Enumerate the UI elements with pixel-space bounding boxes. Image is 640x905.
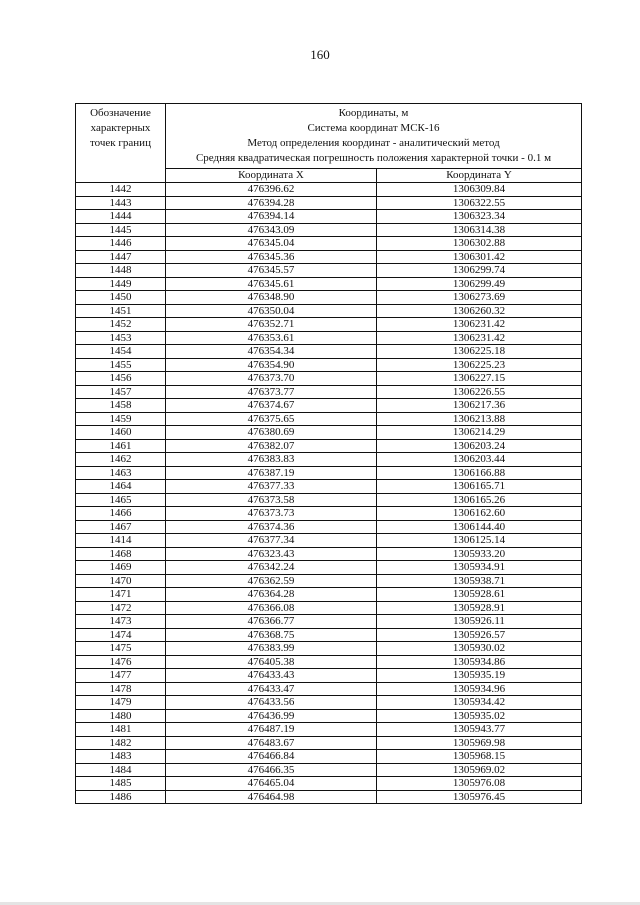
coordinate-x-cell: 476382.07 (166, 439, 377, 453)
coordinate-x-cell: 476373.77 (166, 385, 377, 399)
coordinate-y-cell: 1306231.42 (377, 318, 582, 332)
table-row (76, 547, 582, 561)
point-id-cell: 1469 (76, 561, 166, 575)
table-row (76, 304, 582, 318)
coordinate-x-cell: 476436.99 (166, 709, 377, 723)
designation-header (76, 104, 166, 183)
coordinates-table (75, 103, 582, 804)
table-row (76, 466, 582, 480)
table-row (76, 439, 582, 453)
table-row (76, 318, 582, 332)
point-id-cell: 1485 (76, 777, 166, 791)
point-id-cell: 1471 (76, 588, 166, 602)
table-row (76, 574, 582, 588)
point-id-cell: 1454 (76, 345, 166, 359)
coordinate-x-cell: 476487.19 (166, 723, 377, 737)
mean-square-error: Средняя квадратическая погрешность положения характерной точки - 0.1 м (195, 152, 552, 164)
coordinate-x-cell: 476368.75 (166, 628, 377, 642)
table-row (76, 183, 582, 197)
coordinate-y-cell: 1306214.29 (377, 426, 582, 440)
coordinate-y-cell: 1305934.86 (377, 655, 582, 669)
point-id-cell: 1486 (76, 790, 166, 804)
table-row (76, 709, 582, 723)
table-row (76, 777, 582, 791)
coordinate-x-cell: 476433.43 (166, 669, 377, 683)
table-row (76, 655, 582, 669)
table-row (76, 372, 582, 386)
coordinates-title: Координаты, м (338, 107, 409, 119)
table-row (76, 696, 582, 710)
coordinate-y-cell: 1305930.02 (377, 642, 582, 656)
table-row (76, 561, 582, 575)
point-id-cell: 1457 (76, 385, 166, 399)
point-id-cell: 1473 (76, 615, 166, 629)
coordinate-x-cell: 476350.04 (166, 304, 377, 318)
point-id-cell: 1461 (76, 439, 166, 453)
coordinate-x-cell: 476366.77 (166, 615, 377, 629)
point-id-cell: 1466 (76, 507, 166, 521)
coordinate-x-cell: 476374.36 (166, 520, 377, 534)
coordinate-x-cell: 476433.47 (166, 682, 377, 696)
table-row (76, 196, 582, 210)
coordinate-x-cell: 476377.34 (166, 534, 377, 548)
coordinate-x-cell: 476396.62 (166, 183, 377, 197)
coordinate-y-cell: 1306225.18 (377, 345, 582, 359)
coordinate-y-cell: 1305969.02 (377, 763, 582, 777)
coordinate-y-cell: 1305938.71 (377, 574, 582, 588)
coordinate-y-cell: 1306203.44 (377, 453, 582, 467)
coordinate-x-cell: 476383.83 (166, 453, 377, 467)
coordinate-x-cell: 476433.56 (166, 696, 377, 710)
coordinate-x-cell: 476380.69 (166, 426, 377, 440)
point-id-cell: 1477 (76, 669, 166, 683)
coordinate-y-cell: 1305943.77 (377, 723, 582, 737)
coordinate-y-cell: 1305933.20 (377, 547, 582, 561)
coordinate-y-cell: 1305934.91 (377, 561, 582, 575)
point-id-cell: 1480 (76, 709, 166, 723)
coordinate-x-cell: 476373.70 (166, 372, 377, 386)
point-id-cell: 1455 (76, 358, 166, 372)
table-header-row (76, 104, 582, 169)
table-row (76, 277, 582, 291)
table-row (76, 750, 582, 764)
coordinate-y-cell: 1306203.24 (377, 439, 582, 453)
designation-line: Обозначение (90, 107, 151, 119)
designation-line: характерных (90, 122, 151, 134)
point-id-cell: 1472 (76, 601, 166, 615)
coordinate-x-cell: 476362.59 (166, 574, 377, 588)
coordinate-x-cell: 476394.28 (166, 196, 377, 210)
point-id-cell: 1482 (76, 736, 166, 750)
table-row (76, 763, 582, 777)
coordinate-y-cell: 1306231.42 (377, 331, 582, 345)
coordinate-y-cell: 1306144.40 (377, 520, 582, 534)
table-row (76, 723, 582, 737)
table-row (76, 264, 582, 278)
coordinate-y-cell: 1306299.49 (377, 277, 582, 291)
table-row (76, 736, 582, 750)
coordinate-y-cell: 1306309.84 (377, 183, 582, 197)
coordinate-y-cell: 1305935.02 (377, 709, 582, 723)
table-row (76, 223, 582, 237)
point-id-cell: 1481 (76, 723, 166, 737)
table-row (76, 291, 582, 305)
table-row (76, 345, 582, 359)
coordinate-y-cell: 1305969.98 (377, 736, 582, 750)
table-row (76, 237, 582, 251)
coordinate-system: Система координат МСК-16 (307, 122, 440, 134)
point-id-cell: 1470 (76, 574, 166, 588)
coordinate-x-cell: 476345.61 (166, 277, 377, 291)
point-id-cell: 1443 (76, 196, 166, 210)
table-row (76, 426, 582, 440)
determination-method: Метод определения координат - аналитический метод (247, 137, 500, 149)
point-id-cell: 1463 (76, 466, 166, 480)
point-id-cell: 1474 (76, 628, 166, 642)
coordinate-y-cell: 1306226.55 (377, 385, 582, 399)
coordinate-x-cell: 476353.61 (166, 331, 377, 345)
coordinate-y-cell: 1306323.34 (377, 210, 582, 224)
coordinate-x-cell: 476348.90 (166, 291, 377, 305)
coordinate-x-cell: 476483.67 (166, 736, 377, 750)
coordinate-y-cell: 1306165.71 (377, 480, 582, 494)
coordinate-y-cell: 1306225.23 (377, 358, 582, 372)
table-row (76, 507, 582, 521)
coordinate-y-cell: 1305968.15 (377, 750, 582, 764)
point-id-cell: 1459 (76, 412, 166, 426)
point-id-cell: 1456 (76, 372, 166, 386)
coordinate-x-cell: 476373.73 (166, 507, 377, 521)
coordinate-x-cell: 476465.04 (166, 777, 377, 791)
table-row (76, 790, 582, 804)
coordinate-x-cell: 476464.98 (166, 790, 377, 804)
coordinate-y-cell: 1306322.55 (377, 196, 582, 210)
coordinate-y-cell: 1306299.74 (377, 264, 582, 278)
table-row (76, 331, 582, 345)
coordinate-y-cell: 1305976.45 (377, 790, 582, 804)
point-id-cell: 1484 (76, 763, 166, 777)
table-row (76, 669, 582, 683)
coordinate-y-cell: 1306227.15 (377, 372, 582, 386)
page-number: 160 (310, 47, 330, 62)
table-row (76, 601, 582, 615)
coordinate-y-cell: 1305976.08 (377, 777, 582, 791)
coordinate-x-cell: 476466.35 (166, 763, 377, 777)
coordinate-x-cell: 476366.08 (166, 601, 377, 615)
coordinate-y-cell: 1306314.38 (377, 223, 582, 237)
coordinate-x-cell: 476352.71 (166, 318, 377, 332)
point-id-cell: 1462 (76, 453, 166, 467)
coordinate-x-cell: 476345.04 (166, 237, 377, 251)
coordinate-y-cell: 1305935.19 (377, 669, 582, 683)
coordinate-x-cell: 476364.28 (166, 588, 377, 602)
coordinate-x-cell: 476394.14 (166, 210, 377, 224)
coordinate-y-cell: 1305928.61 (377, 588, 582, 602)
table-row (76, 358, 582, 372)
table-row (76, 210, 582, 224)
coordinate-y-cell: 1305934.96 (377, 682, 582, 696)
coordinate-x-cell: 476323.43 (166, 547, 377, 561)
table-row (76, 534, 582, 548)
coordinate-x-cell: 476373.58 (166, 493, 377, 507)
coordinate-y-cell: 1305928.91 (377, 601, 582, 615)
coordinate-x-cell: 476466.84 (166, 750, 377, 764)
point-id-cell: 1478 (76, 682, 166, 696)
coordinate-x-cell: 476374.67 (166, 399, 377, 413)
table-body (76, 183, 582, 804)
coordinate-y-cell: 1306125.14 (377, 534, 582, 548)
coordinate-y-cell: 1306273.69 (377, 291, 582, 305)
point-id-cell: 1442 (76, 183, 166, 197)
table-row (76, 480, 582, 494)
coordinate-y-cell: 1306165.26 (377, 493, 582, 507)
coordinate-y-cell: 1306213.88 (377, 412, 582, 426)
point-id-cell: 1479 (76, 696, 166, 710)
point-id-cell: 1460 (76, 426, 166, 440)
coordinate-y-cell: 1306162.60 (377, 507, 582, 521)
point-id-cell: 1465 (76, 493, 166, 507)
coordinate-y-cell: 1306260.32 (377, 304, 582, 318)
point-id-cell: 1452 (76, 318, 166, 332)
point-id-cell: 1476 (76, 655, 166, 669)
designation-line: точек границ (90, 137, 151, 149)
coordinate-y-cell: 1305934.42 (377, 696, 582, 710)
table-row (76, 628, 582, 642)
point-id-cell: 1445 (76, 223, 166, 237)
point-id-cell: 1444 (76, 210, 166, 224)
column-x-header: Координата X (166, 169, 377, 183)
point-id-cell: 1448 (76, 264, 166, 278)
table-row (76, 385, 582, 399)
table-row (76, 250, 582, 264)
coordinates-header (166, 104, 582, 169)
coordinate-x-cell: 476405.38 (166, 655, 377, 669)
coordinate-x-cell: 476343.09 (166, 223, 377, 237)
table-row (76, 615, 582, 629)
coordinate-x-cell: 476345.36 (166, 250, 377, 264)
table-row (76, 453, 582, 467)
coordinate-y-cell: 1306301.42 (377, 250, 582, 264)
table-row (76, 588, 582, 602)
point-id-cell: 1453 (76, 331, 166, 345)
coordinate-x-cell: 476377.33 (166, 480, 377, 494)
point-id-cell: 1449 (76, 277, 166, 291)
table-row (76, 642, 582, 656)
point-id-cell: 1483 (76, 750, 166, 764)
table-row (76, 493, 582, 507)
coordinate-y-cell: 1306166.88 (377, 466, 582, 480)
table-row (76, 399, 582, 413)
point-id-cell: 1446 (76, 237, 166, 251)
coordinate-x-cell: 476354.34 (166, 345, 377, 359)
coordinate-x-cell: 476387.19 (166, 466, 377, 480)
point-id-cell: 1464 (76, 480, 166, 494)
coordinate-x-cell: 476342.24 (166, 561, 377, 575)
coordinate-y-cell: 1305926.57 (377, 628, 582, 642)
point-id-cell: 1475 (76, 642, 166, 656)
point-id-cell: 1447 (76, 250, 166, 264)
table-row (76, 682, 582, 696)
point-id-cell: 1467 (76, 520, 166, 534)
coordinate-y-cell: 1306217.36 (377, 399, 582, 413)
point-id-cell: 1451 (76, 304, 166, 318)
coordinate-x-cell: 476383.99 (166, 642, 377, 656)
point-id-cell: 1458 (76, 399, 166, 413)
coordinate-x-cell: 476345.57 (166, 264, 377, 278)
point-id-cell: 1450 (76, 291, 166, 305)
point-id-cell: 1414 (76, 534, 166, 548)
coordinate-x-cell: 476354.90 (166, 358, 377, 372)
table-row (76, 520, 582, 534)
coordinate-x-cell: 476375.65 (166, 412, 377, 426)
coordinate-y-cell: 1306302.88 (377, 237, 582, 251)
point-id-cell: 1468 (76, 547, 166, 561)
table-row (76, 412, 582, 426)
column-y-header: Координата Y (377, 169, 582, 183)
coordinate-y-cell: 1305926.11 (377, 615, 582, 629)
